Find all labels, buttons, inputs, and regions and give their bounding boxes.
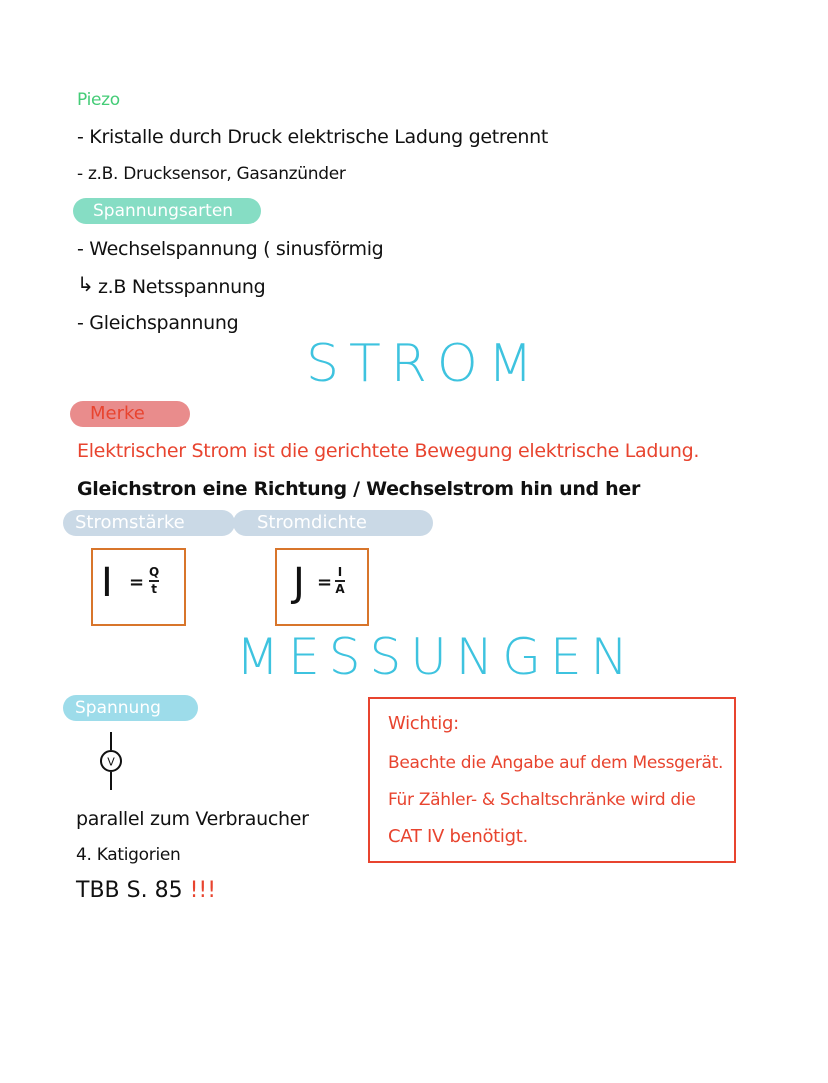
strom-line-2: Gleichstron eine Richtung / Wechselstrom hin und her: [77, 478, 641, 500]
formula-density-den: A: [335, 582, 345, 596]
piezo-line-1: - Kristalle durch Druck elektrische Ladung getrennt: [77, 126, 549, 148]
formula-current-fraction: [149, 566, 159, 596]
strom-heading: STROM: [306, 334, 543, 394]
warning-line-1: Beachte die Angabe auf dem Messgerät.: [388, 753, 724, 773]
stromstaerke-pill: Stromstärke: [63, 510, 235, 536]
warning-line-2: Für Zähler- & Schaltschränke wird die: [388, 790, 696, 810]
formula-density-fraction: [335, 566, 345, 596]
formula-density-num: I: [337, 565, 343, 579]
formula-current-den: t: [151, 582, 157, 596]
formula-current-box: [91, 548, 186, 626]
piezo-title: Piezo: [77, 90, 120, 110]
messungen-line-3-wrap: [76, 878, 216, 903]
messungen-line-2: 4. Katigorien: [76, 845, 181, 865]
spannungsarten-line-1: - Wechselspannung ( sinusförmig: [77, 238, 384, 260]
strom-definition: Elektrischer Strom ist die gerichtete Bewegung elektrische Ladung.: [77, 440, 700, 462]
formula-current-num: Q: [149, 565, 160, 579]
formula-density-box: [275, 548, 369, 626]
stromdichte-pill: Stromdichte: [233, 510, 433, 536]
messungen-line-1: parallel zum Verbraucher: [76, 808, 309, 830]
spannung-pill: Spannung: [63, 695, 198, 721]
messungen-reference: TBB S. 85: [76, 878, 183, 903]
merke-pill: Merke: [70, 401, 190, 427]
formula-density-eq: =: [317, 572, 333, 593]
spannungsarten-arrow: ↳: [77, 272, 94, 296]
formula-current-symbol: I: [101, 560, 113, 606]
messungen-heading: MESSUNGEN: [236, 628, 637, 686]
voltmeter-letter: V: [107, 755, 115, 769]
voltmeter-icon: [96, 730, 126, 792]
messungen-exclamation: !!!: [189, 878, 217, 903]
spannungsarten-pill: Spannungsarten: [73, 198, 261, 224]
spannungsarten-line-2: z.B Netsspannung: [98, 276, 266, 298]
warning-line-3: CAT IV benötigt.: [388, 826, 528, 847]
warning-box: [368, 697, 736, 863]
spannungsarten-line-3: - Gleichspannung: [77, 312, 239, 334]
formula-density-symbol: J: [293, 560, 305, 606]
warning-title: Wichtig:: [388, 713, 459, 734]
formula-current-eq: =: [129, 572, 145, 593]
piezo-line-2: - z.B. Drucksensor, Gasanzünder: [77, 164, 346, 184]
